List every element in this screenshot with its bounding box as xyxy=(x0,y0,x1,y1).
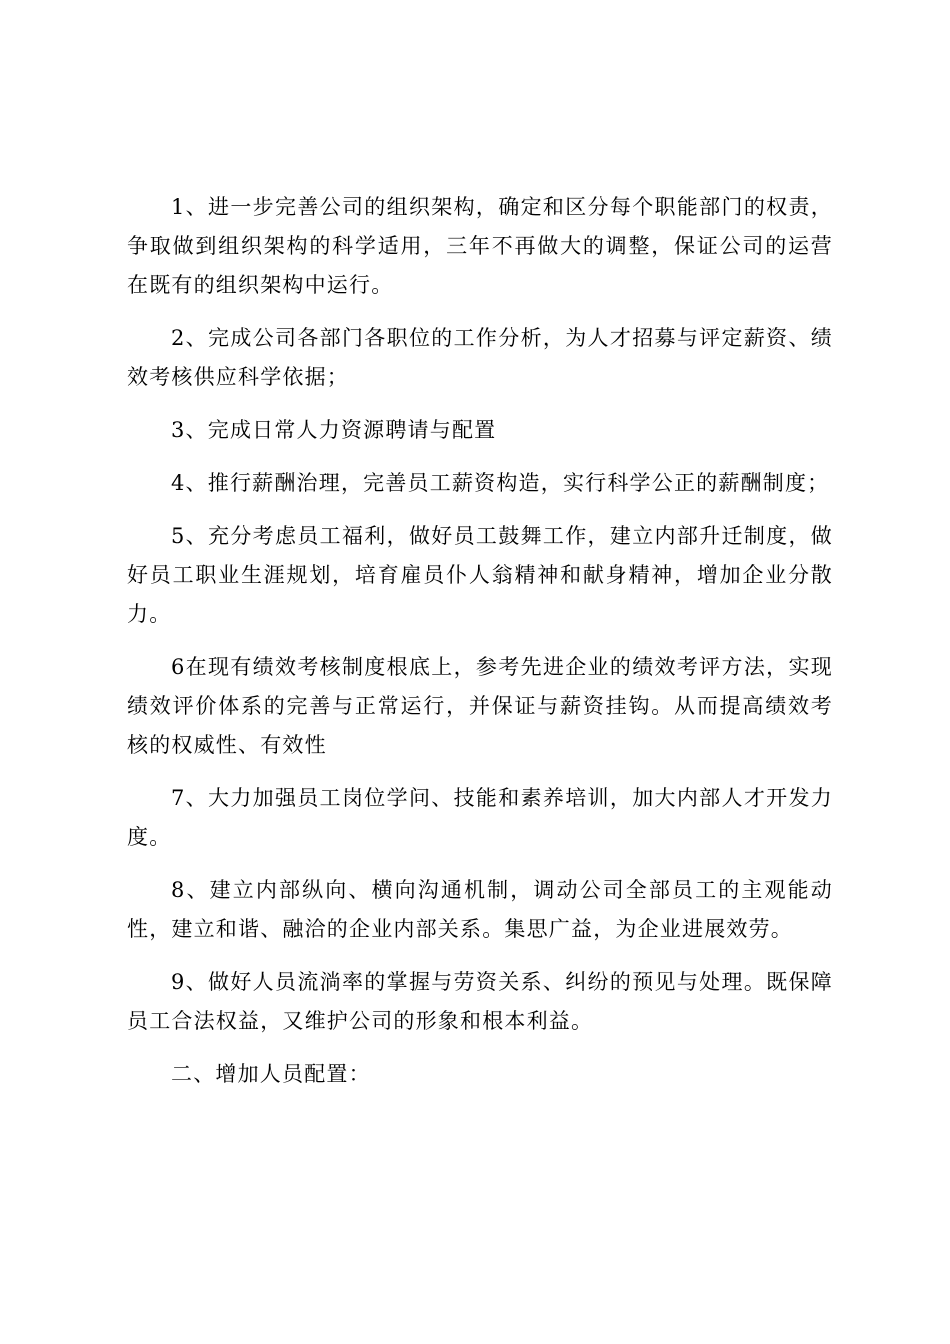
paragraph-item-9: 9、做好人员流淌率的掌握与劳资关系、纠纷的预见与处理。既保障员工合法权益，又维护公司的形象和根本利益。 xyxy=(127,970,833,1033)
paragraph-item-3: 3、完成日常人力资源聘请与配置 xyxy=(171,418,497,442)
paragraph-item-8: 8、建立内部纵向、横向沟通机制，调动公司全部员工的主观能动性，建立和谐、融洽的企业内部关系。集思广益，为企业进展效劳。 xyxy=(127,878,833,941)
paragraph-item-1: 1、进一步完善公司的组织架构，确定和区分每个职能部门的权责，争取做到组织架构的科学适用，三年不再做大的调整，保证公司的运营在既有的组织架构中运行。 xyxy=(127,195,833,297)
section-heading: 二、增加人员配置： xyxy=(171,1062,371,1086)
document-body xyxy=(127,188,833,1108)
paragraph-item-4: 4、推行薪酬治理，完善员工薪资构造，实行科学公正的薪酬制度； xyxy=(171,471,830,495)
paragraph-item-6: 6在现有绩效考核制度根底上，参考先进企业的绩效考评方法，实现绩效评价体系的完善与正常运行，并保证与薪资挂钩。从而提高绩效考核的权威性、有效性 xyxy=(127,655,833,757)
paragraph-item-2: 2、完成公司各部门各职位的工作分析，为人才招募与评定薪资、绩效考核供应科学依据； xyxy=(127,326,833,389)
paragraph-item-5: 5、充分考虑员工福利，做好员工鼓舞工作，建立内部升迁制度，做好员工职业生涯规划，培育雇员仆人翁精神和献身精神，增加企业分散力。 xyxy=(127,524,833,626)
paragraph-item-7: 7、大力加强员工岗位学问、技能和素养培训，加大内部人才开发力度。 xyxy=(127,786,833,849)
